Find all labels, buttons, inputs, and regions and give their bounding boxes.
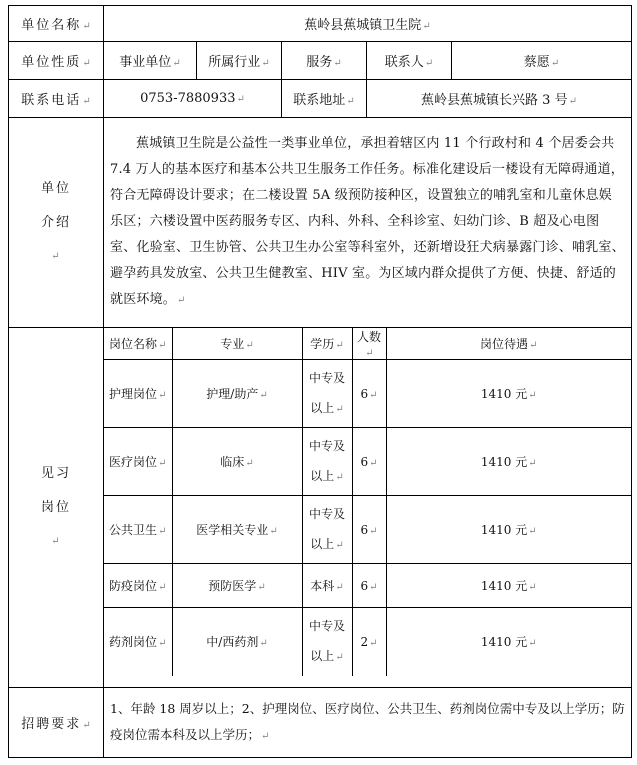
header-major: 专业↵ bbox=[172, 328, 302, 360]
post-count: 2↵ bbox=[352, 608, 386, 676]
post-count: 6↵ bbox=[352, 564, 386, 608]
contact-person-value: 蔡愿↵ bbox=[452, 42, 632, 80]
address-label: 联系地址↵ bbox=[282, 80, 367, 118]
unit-info-table bbox=[8, 5, 632, 758]
post-salary: 1410 元↵ bbox=[386, 608, 631, 676]
post-name: 医疗岗位↵ bbox=[104, 428, 172, 496]
unit-name-value: 蕉岭县蕉城镇卫生院↵ bbox=[104, 6, 632, 42]
post-salary: 1410 元↵ bbox=[386, 564, 631, 608]
header-count: 人数↵ bbox=[352, 328, 386, 360]
table-row bbox=[104, 360, 631, 428]
post-education: 中专及 以上↵ bbox=[302, 428, 352, 496]
post-name: 防疫岗位↵ bbox=[104, 564, 172, 608]
post-education: 中专及 以上↵ bbox=[302, 496, 352, 564]
contact-person-label: 联系人↵ bbox=[367, 42, 452, 80]
post-education: 中专及 以上↵ bbox=[302, 360, 352, 428]
post-education: 本科↵ bbox=[302, 564, 352, 608]
post-name: 护理岗位↵ bbox=[104, 360, 172, 428]
table-row bbox=[104, 496, 631, 564]
post-salary: 1410 元↵ bbox=[386, 428, 631, 496]
post-major: 预防医学↵ bbox=[172, 564, 302, 608]
post-major: 临床↵ bbox=[172, 428, 302, 496]
post-count: 6↵ bbox=[352, 496, 386, 564]
table-row bbox=[104, 428, 631, 496]
post-major: 医学相关专业↵ bbox=[172, 496, 302, 564]
industry-value: 服务↵ bbox=[282, 42, 367, 80]
unit-nature-value: 事业单位↵ bbox=[104, 42, 197, 80]
recruitment-form bbox=[8, 5, 631, 765]
requirements-text: 1、年龄 18 周岁以上；2、护理岗位、医疗岗位、公共卫生、药剂岗位需中专及以上学历；防疫岗位需本科及以上学历；↵ bbox=[104, 688, 632, 758]
posts-label: 见习 岗位 ↵ bbox=[9, 328, 104, 688]
posts-cell bbox=[104, 328, 632, 688]
industry-label: 所属行业↵ bbox=[197, 42, 282, 80]
header-post-name: 岗位名称↵ bbox=[104, 328, 172, 360]
table-row bbox=[104, 564, 631, 608]
header-education: 学历↵ bbox=[302, 328, 352, 360]
unit-nature-label: 单位性质↵ bbox=[9, 42, 104, 80]
post-count: 6↵ bbox=[352, 428, 386, 496]
post-major: 护理/助产↵ bbox=[172, 360, 302, 428]
phone-value: 0753-7880933↵ bbox=[104, 80, 282, 118]
post-count: 6↵ bbox=[352, 360, 386, 428]
post-name: 药剂岗位↵ bbox=[104, 608, 172, 676]
address-value: 蕉岭县蕉城镇长兴路 3 号↵ bbox=[367, 80, 632, 118]
post-education: 中专及 以上↵ bbox=[302, 608, 352, 676]
phone-label: 联系电话↵ bbox=[9, 80, 104, 118]
posts-header-row bbox=[104, 328, 631, 360]
post-salary: 1410 元↵ bbox=[386, 360, 631, 428]
post-major: 中/西药剂↵ bbox=[172, 608, 302, 676]
posts-table bbox=[104, 328, 631, 676]
intro-text: 蕉城镇卫生院是公益性一类事业单位，承担着辖区内 11 个行政村和 4 个居委会共 7.4 万人的基本医疗和基本公共卫生服务工作任务。标准化建设后一楼设有无障碍通道，符合无障碍设计要求；在二楼设置 5A 级预防接种区，设置独立的哺乳室和儿童休息娱乐区；六楼设置中医药服务专区、内科、外科、全科诊室、妇幼门诊、B 超及心电图室、化验室、卫生协管、公共卫生办公室等科室外，还新增设狂犬病暴露门诊、哺乳室、避孕药具发放室、公共卫生健教室、HIV 室。为区域内群众提供了方便、快捷、舒适的就医环境。↵ bbox=[104, 118, 632, 328]
header-salary: 岗位待遇↵ bbox=[386, 328, 631, 360]
requirements-label: 招聘要求↵ bbox=[9, 688, 104, 758]
unit-name-label: 单位名称↵ bbox=[9, 6, 104, 42]
post-name: 公共卫生↵ bbox=[104, 496, 172, 564]
post-salary: 1410 元↵ bbox=[386, 496, 631, 564]
intro-label: 单位 介绍 ↵ bbox=[9, 118, 104, 328]
table-row bbox=[104, 608, 631, 676]
